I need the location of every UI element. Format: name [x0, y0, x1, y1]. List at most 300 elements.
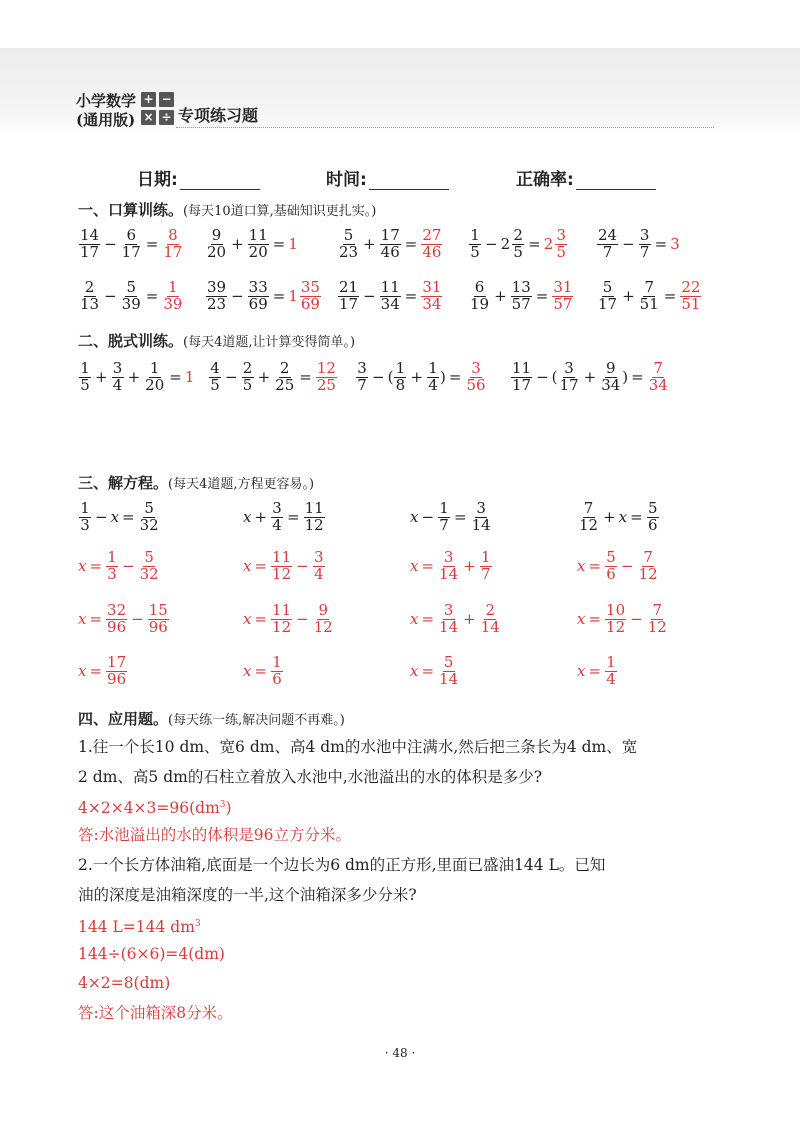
denominator: 5 — [80, 375, 90, 394]
operator: + — [95, 368, 108, 387]
fraction — [139, 550, 160, 583]
answer-whole: 1 — [288, 287, 298, 306]
operator: − — [225, 368, 238, 387]
operator: − — [95, 508, 108, 527]
fraction — [438, 603, 459, 636]
answer — [420, 280, 443, 313]
fraction — [79, 361, 91, 394]
operator: + — [363, 235, 376, 254]
solution-step — [78, 550, 161, 583]
numerator: 7 — [643, 548, 653, 566]
fraction — [597, 280, 618, 313]
variable: x — [78, 662, 87, 681]
answer — [670, 235, 680, 253]
section-3-title: 三、解方程。(每天4道题,方程更容易。) — [78, 474, 315, 492]
operator: − — [363, 287, 376, 306]
denominator: 12 — [272, 564, 292, 583]
denominator: 5 — [210, 375, 220, 394]
operator: = — [421, 610, 435, 629]
variable: x — [78, 610, 87, 629]
operator: − — [622, 235, 635, 254]
operator: + — [583, 368, 597, 387]
fraction — [438, 501, 450, 534]
fraction — [106, 550, 118, 583]
fraction — [597, 228, 618, 261]
denominator: 39 — [163, 294, 183, 313]
date-field[interactable]: 日期: — [137, 165, 260, 190]
operator: = — [169, 368, 182, 387]
operator: − — [296, 557, 309, 576]
denominator: 96 — [148, 617, 168, 636]
denominator: 69 — [300, 294, 320, 313]
variable: x — [78, 557, 87, 576]
numerator: 6 — [126, 226, 136, 244]
operator: = — [299, 368, 312, 387]
denominator: 25 — [275, 375, 295, 394]
denominator: 46 — [380, 242, 400, 261]
operator: + — [494, 287, 507, 306]
fraction — [427, 361, 439, 394]
fraction — [338, 280, 359, 313]
answer-fraction — [555, 228, 567, 261]
numerator: 1 — [428, 359, 438, 377]
numerator: 3 — [471, 359, 481, 377]
operator: − — [485, 235, 498, 254]
denominator: 4 — [313, 564, 324, 583]
denominator: 14 — [471, 515, 491, 534]
operator: − — [231, 287, 244, 306]
answer — [551, 280, 574, 313]
minus-icon: − — [159, 92, 174, 107]
fraction — [209, 361, 221, 394]
operator: − — [104, 287, 117, 306]
operator: + — [463, 557, 476, 576]
fraction — [121, 228, 142, 261]
numerator: 9 — [318, 601, 329, 619]
fraction — [271, 550, 292, 583]
numerator: 1 — [149, 359, 160, 377]
denominator: 34 — [601, 375, 621, 394]
fraction — [639, 280, 660, 313]
step-calc-item — [78, 361, 194, 394]
numerator: 2 — [485, 601, 496, 619]
answer-value: 3 — [670, 235, 680, 254]
denominator: 32 — [139, 564, 159, 583]
denominator: 17 — [121, 242, 141, 261]
operator: − — [104, 235, 117, 254]
numerator: 4 — [210, 359, 220, 377]
operator: = — [528, 235, 541, 254]
fraction — [511, 361, 532, 394]
operator: = — [588, 662, 602, 681]
answer — [288, 280, 322, 313]
operator: = — [631, 368, 644, 387]
denominator: 7 — [480, 564, 491, 583]
numerator: 2 — [279, 359, 290, 377]
numerator: 1 — [470, 226, 480, 244]
numerator: 6 — [474, 278, 485, 296]
time-blank[interactable] — [369, 173, 449, 190]
oral-calc-item — [468, 280, 574, 313]
paren-close: ) — [440, 368, 446, 387]
numerator: 7 — [652, 601, 663, 619]
fraction — [121, 280, 142, 313]
denominator: 17 — [598, 294, 618, 313]
page-number: · 48 · — [384, 1046, 416, 1060]
numerator: 1 — [606, 653, 616, 671]
operator: − — [621, 557, 634, 576]
solution-step — [410, 603, 502, 636]
answer — [647, 361, 670, 394]
solution-result — [410, 655, 460, 688]
step-calc-item — [208, 361, 338, 394]
numerator: 1 — [168, 278, 178, 296]
denominator: 3 — [107, 564, 117, 583]
answer — [185, 368, 195, 386]
problem-1-answer: 答:水池溢出的水的体积是96立方分米。 — [78, 826, 351, 844]
numerator: 31 — [422, 278, 442, 296]
numerator: 1 — [480, 548, 491, 566]
numerator: 2 — [84, 278, 95, 296]
denominator: 12 — [304, 515, 324, 534]
header-divider — [176, 127, 714, 128]
fraction — [511, 280, 532, 313]
numerator: 11 — [512, 359, 532, 377]
operator: − — [131, 610, 144, 629]
numerator: 3 — [357, 359, 367, 377]
fraction — [79, 280, 100, 313]
denominator: 4 — [428, 375, 438, 394]
answer-fraction — [552, 280, 573, 313]
solution-result — [577, 655, 618, 688]
fraction — [438, 550, 459, 583]
fraction — [304, 501, 325, 534]
problem-1-text: 1.往一个长10 dm、宽6 dm、高4 dm的水池中注满水,然后把三条长为4 dm、宽 — [78, 738, 638, 756]
operator: = — [404, 287, 418, 306]
numerator: 10 — [606, 601, 626, 619]
denominator: 23 — [207, 294, 227, 313]
equation — [243, 501, 326, 534]
fraction — [79, 501, 91, 534]
variable: x — [243, 610, 252, 629]
fraction — [647, 501, 659, 534]
section-1-title: 一、口算训练。(每天10道口算,基础知识更扎实。) — [78, 201, 377, 219]
answer-fraction — [300, 280, 321, 313]
operator: + — [231, 235, 244, 254]
fraction — [605, 655, 617, 688]
variable: x — [577, 610, 586, 629]
fraction — [271, 501, 283, 534]
variable: x — [110, 508, 120, 527]
numerator: 7 — [583, 499, 594, 517]
answer — [544, 228, 569, 261]
whole-number: 2 — [500, 235, 511, 254]
denominator: 12 — [647, 617, 667, 636]
numerator: 2 — [513, 226, 523, 244]
solution-result — [78, 655, 128, 688]
denominator: 5 — [513, 242, 523, 261]
answer-value: 1 — [184, 368, 195, 387]
numerator: 5 — [647, 499, 658, 517]
fraction — [271, 655, 283, 688]
operator: + — [127, 368, 141, 387]
operator: = — [663, 287, 677, 306]
oral-calc-item — [205, 280, 322, 313]
denominator: 34 — [422, 294, 442, 313]
operator: = — [254, 557, 268, 576]
fraction — [647, 603, 668, 636]
answer — [288, 235, 298, 253]
operator: = — [89, 557, 103, 576]
fraction — [380, 228, 401, 261]
denominator: 7 — [357, 375, 367, 394]
answer-value: 1 — [288, 235, 298, 254]
date-blank[interactable] — [180, 173, 260, 190]
equation — [410, 501, 493, 534]
operator: + — [622, 287, 635, 306]
numerator: 22 — [681, 278, 701, 296]
fraction — [248, 280, 269, 313]
fraction — [480, 603, 501, 636]
denominator: 56 — [466, 375, 486, 394]
variable: x — [410, 662, 419, 681]
operator: − — [372, 368, 385, 387]
denominator: 20 — [207, 242, 227, 261]
denominator: 14 — [439, 617, 459, 636]
denominator: 17 — [339, 294, 359, 313]
series-title: 专项练习题 — [178, 106, 259, 125]
paren-open: ( — [551, 368, 558, 387]
problem-2-calc-2: 144÷(6×6)=4(dm) — [78, 945, 225, 963]
fraction — [512, 228, 524, 261]
numerator: 11 — [272, 601, 292, 619]
operation-icons — [141, 92, 175, 125]
variable: x — [243, 508, 252, 527]
paren-close: ) — [622, 368, 629, 387]
time-field[interactable]: 时间: — [326, 165, 449, 190]
fraction — [106, 655, 127, 688]
problem-2-calc-1: 144 L=144 $dm^3$ — [78, 918, 201, 937]
denominator: 17 — [512, 375, 532, 394]
numerator: 7 — [644, 278, 654, 296]
section-2-title: 二、脱式训练。(每天4道题,让计算变得简单。) — [78, 332, 356, 350]
fraction — [380, 280, 401, 313]
fraction — [559, 361, 580, 394]
operator: = — [421, 662, 435, 681]
variable: x — [410, 557, 419, 576]
variable: x — [577, 662, 586, 681]
variable: x — [243, 662, 252, 681]
plus-icon: + — [141, 92, 156, 107]
step-calc-item — [355, 361, 488, 394]
answer-fraction — [648, 361, 669, 394]
denominator: 6 — [272, 669, 282, 688]
fraction — [471, 501, 492, 534]
operator: + — [257, 368, 271, 387]
denominator: 57 — [511, 294, 531, 313]
fraction — [144, 361, 165, 394]
fraction — [338, 228, 359, 261]
denominator: 12 — [606, 617, 626, 636]
operator: = — [535, 287, 549, 306]
variable: x — [410, 508, 419, 527]
numerator: 3 — [564, 359, 574, 377]
solution-step — [577, 603, 669, 636]
fraction — [313, 550, 325, 583]
denominator: 5 — [556, 242, 567, 261]
answer-fraction — [162, 280, 183, 313]
fraction — [394, 361, 406, 394]
step-calc-item — [510, 361, 670, 394]
problem-2-text-cont: 油的深度是油箱深度的一半,这个油箱深多少分米? — [78, 886, 417, 904]
fraction — [274, 361, 295, 394]
problem-1-calc: $4\times 2\times 4\times 3=96(dm^3)$ — [78, 799, 232, 818]
fraction — [313, 603, 334, 636]
numerator: 1 — [80, 359, 90, 377]
solution-step — [410, 550, 493, 583]
denominator: 57 — [553, 294, 573, 313]
oral-calc-item — [596, 228, 680, 261]
numerator: 15 — [148, 601, 168, 619]
numerator: 3 — [476, 499, 486, 517]
operator: = — [89, 610, 103, 629]
fraction — [605, 550, 617, 583]
operator: = — [630, 508, 643, 527]
answer-fraction — [316, 361, 337, 394]
operator: = — [588, 557, 602, 576]
denominator: 5 — [242, 375, 253, 394]
numerator: 8 — [168, 226, 178, 244]
operator: = — [272, 287, 286, 306]
operator: − — [296, 610, 309, 629]
denominator: 20 — [145, 375, 165, 394]
denominator: 20 — [248, 242, 268, 261]
numerator: 14 — [80, 226, 100, 244]
numerator: 13 — [511, 278, 531, 296]
denominator: 7 — [639, 242, 650, 261]
numerator: 5 — [144, 548, 154, 566]
operator: = — [89, 662, 103, 681]
variable: x — [577, 557, 586, 576]
numerator: 5 — [144, 499, 154, 517]
operator: = — [122, 508, 135, 527]
answer — [679, 280, 702, 313]
operator: = — [254, 662, 268, 681]
denominator: 96 — [107, 617, 127, 636]
variable: x — [243, 557, 252, 576]
accuracy-blank[interactable] — [576, 173, 656, 190]
answer-whole: 2 — [543, 235, 554, 254]
problem-2-calc-3: 4×2=8(dm) — [78, 974, 171, 992]
numerator: 3 — [112, 359, 123, 377]
operator: = — [404, 235, 418, 254]
operator: + — [410, 368, 424, 387]
fraction — [356, 361, 368, 394]
denominator: 96 — [107, 669, 127, 688]
answer — [161, 228, 184, 261]
oral-calc-item — [337, 280, 443, 313]
numerator: 9 — [211, 226, 222, 244]
numerator: 3 — [556, 226, 567, 244]
denominator: 51 — [681, 294, 701, 313]
numerator: 1 — [272, 653, 282, 671]
denominator: 6 — [647, 515, 658, 534]
equation — [577, 501, 660, 534]
fraction — [578, 501, 599, 534]
numerator: 2 — [242, 359, 253, 377]
denominator: 4 — [272, 515, 282, 534]
numerator: 11 — [380, 278, 400, 296]
accuracy-field[interactable]: 正确率: — [516, 165, 656, 190]
numerator: 11 — [272, 548, 292, 566]
solution-result — [243, 655, 284, 688]
denominator: 51 — [639, 294, 659, 313]
numerator: 5 — [126, 278, 136, 296]
fraction — [148, 603, 169, 636]
fraction — [79, 228, 100, 261]
divide-icon: ÷ — [159, 110, 174, 125]
denominator: 8 — [395, 375, 406, 394]
numerator: 5 — [343, 226, 354, 244]
denominator: 7 — [439, 515, 449, 534]
operator: = — [588, 610, 602, 629]
numerator: 1 — [107, 548, 117, 566]
numerator: 3 — [272, 499, 282, 517]
numerator: 7 — [653, 359, 664, 377]
problem-2-answer: 答:这个油箱深8分米。 — [78, 1004, 233, 1022]
operator: = — [145, 287, 159, 306]
numerator: 31 — [553, 278, 573, 296]
fraction — [469, 280, 490, 313]
denominator: 12 — [638, 564, 658, 583]
denominator: 25 — [316, 375, 336, 394]
variable: x — [618, 508, 628, 527]
fraction — [438, 655, 459, 688]
fraction — [248, 228, 269, 261]
book-title: 小学数学 (通用版) — [76, 92, 137, 129]
solution-step — [243, 550, 326, 583]
fraction — [639, 228, 651, 261]
denominator: 39 — [121, 294, 141, 313]
fraction — [106, 603, 127, 636]
numerator: 1 — [439, 499, 449, 517]
denominator: 46 — [422, 242, 442, 261]
fraction — [139, 501, 160, 534]
denominator: 69 — [248, 294, 268, 313]
fraction — [112, 361, 124, 394]
operator: + — [463, 610, 476, 629]
answer-fraction — [465, 361, 486, 394]
fraction — [605, 603, 626, 636]
fraction — [600, 361, 621, 394]
denominator: 12 — [313, 617, 333, 636]
numerator: 1 — [395, 359, 406, 377]
numerator: 11 — [248, 226, 268, 244]
solution-step — [78, 603, 170, 636]
oral-calc-item — [78, 280, 184, 313]
oral-calc-item — [205, 228, 298, 261]
denominator: 7 — [602, 242, 613, 261]
fraction — [271, 603, 292, 636]
operator: − — [421, 508, 435, 527]
numerator: 35 — [300, 278, 320, 296]
solution-step — [577, 550, 660, 583]
denominator: 6 — [606, 564, 616, 583]
operator: = — [254, 610, 268, 629]
denominator: 4 — [112, 375, 123, 394]
denominator: 4 — [606, 669, 616, 688]
numerator: 39 — [207, 278, 227, 296]
